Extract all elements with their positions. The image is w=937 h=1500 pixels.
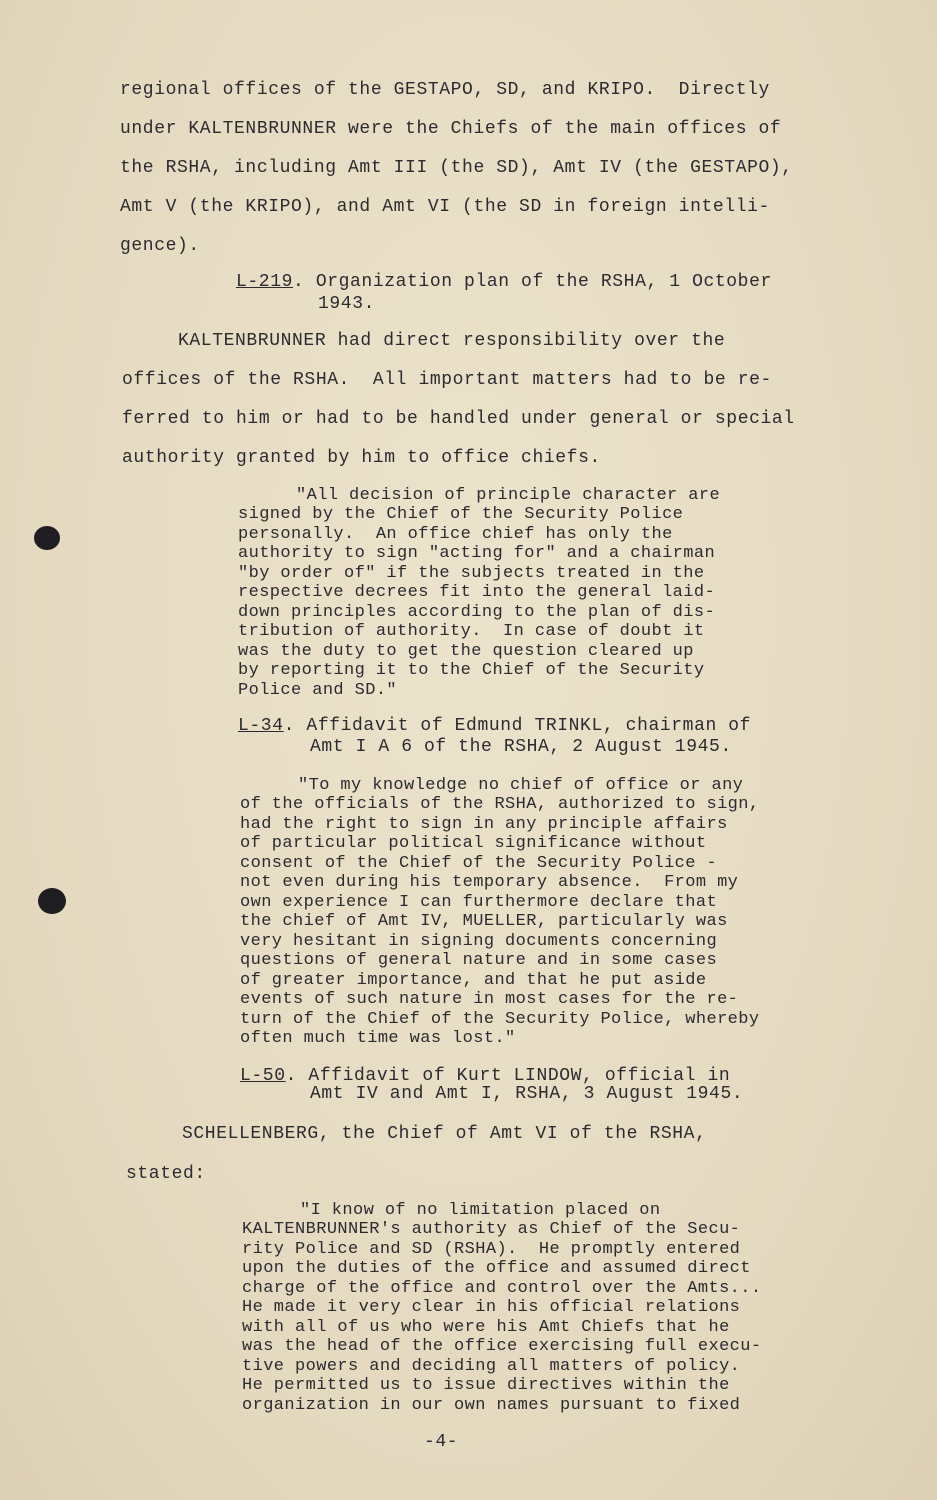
quote-line: very hesitant in signing documents concerning <box>240 932 718 951</box>
quote-line: He permitted us to issue directives within the <box>242 1376 730 1395</box>
quote-line: personally. An office chief has only the <box>238 525 673 544</box>
quote-line: with all of us who were his Amt Chiefs that he <box>242 1318 730 1337</box>
paragraph-line: gence). <box>120 236 200 256</box>
quote-line: was the head of the office exercising full execu- <box>242 1337 762 1356</box>
quote-line: "To my knowledge no chief of office or any <box>298 776 744 795</box>
paragraph-line: the RSHA, including Amt III (the SD), Amt IV (the GESTAPO), <box>120 158 793 178</box>
reference-text: . Affidavit of Edmund TRINKL, chairman of <box>283 716 752 736</box>
quote-line: charge of the office and control over the Amts... <box>242 1279 762 1298</box>
quote-line: own experience I can furthermore declare that <box>240 893 718 912</box>
paragraph-line: KALTENBRUNNER had direct responsibility over the <box>178 331 726 351</box>
reference-citation-continued: Amt IV and Amt I, RSHA, 3 August 1945. <box>310 1084 744 1104</box>
quote-line: KALTENBRUNNER's authority as Chief of the Secu- <box>242 1220 741 1239</box>
reference-citation-continued: Amt I A 6 of the RSHA, 2 August 1945. <box>310 737 732 757</box>
paragraph-line: Amt V (the KRIPO), and Amt VI (the SD in foreign intelli- <box>120 197 770 217</box>
quote-line: rity Police and SD (RSHA). He promptly entered <box>242 1240 741 1259</box>
reference-code: L-50 <box>240 1066 286 1086</box>
punch-hole-lower <box>38 888 66 914</box>
quote-line: of particular political significance without <box>240 834 707 853</box>
reference-text: . Affidavit of Kurt LINDOW, official in <box>285 1066 731 1086</box>
quote-line: consent of the Chief of the Security Police - <box>240 854 718 873</box>
quote-line: authority to sign "acting for" and a chairman <box>238 544 716 563</box>
page-number: -4- <box>424 1432 459 1452</box>
reference-code: L-34 <box>238 716 284 736</box>
quote-line: down principles according to the plan of dis- <box>238 603 716 622</box>
quote-line: He made it very clear in his official relations <box>242 1298 741 1317</box>
quote-line: tribution of authority. In case of doubt it <box>238 622 705 641</box>
reference-citation <box>238 716 751 736</box>
reference-citation-continued: 1943. <box>318 294 376 314</box>
quote-line: questions of general nature and in some cases <box>240 951 718 970</box>
paragraph-line: authority granted by him to office chiefs. <box>122 448 601 468</box>
reference-code: L-219 <box>236 272 294 292</box>
quote-line: turn of the Chief of the Security Police, whereby <box>240 1010 760 1029</box>
paragraph-line: under KALTENBRUNNER were the Chiefs of the main offices of <box>120 119 782 139</box>
paragraph-line: offices of the RSHA. All important matters had to be re- <box>122 370 772 390</box>
quote-line: Police and SD." <box>238 681 398 700</box>
quote-line: organization in our own names pursuant to fixed <box>242 1396 741 1415</box>
quote-line: events of such nature in most cases for the re- <box>240 990 739 1009</box>
quote-line: "All decision of principle character are <box>296 486 721 505</box>
reference-citation <box>240 1066 730 1086</box>
reference-text: . Organization plan of the RSHA, 1 October <box>293 272 772 292</box>
quote-line: by reporting it to the Chief of the Security <box>238 661 705 680</box>
quote-line: of the officials of the RSHA, authorized to sign, <box>240 795 760 814</box>
quote-line: of greater importance, and that he put aside <box>240 971 707 990</box>
quote-line: respective decrees fit into the general laid- <box>238 583 716 602</box>
quote-line: "I know of no limitation placed on <box>300 1201 661 1220</box>
paragraph-line: SCHELLENBERG, the Chief of Amt VI of the RSHA, <box>182 1124 707 1144</box>
quote-line: "by order of" if the subjects treated in the <box>238 564 705 583</box>
quote-line: had the right to sign in any principle affairs <box>240 815 728 834</box>
paragraph-line: ferred to him or had to be handled under general or special <box>122 409 795 429</box>
quote-line: upon the duties of the office and assumed direct <box>242 1259 751 1278</box>
quote-line: tive powers and deciding all matters of policy. <box>242 1357 741 1376</box>
reference-citation <box>236 272 772 292</box>
quote-line: was the duty to get the question cleared up <box>238 642 694 661</box>
quote-line: not even during his temporary absence. From my <box>240 873 739 892</box>
punch-hole-upper <box>34 526 60 550</box>
paragraph-line: stated: <box>126 1164 206 1184</box>
quote-line: signed by the Chief of the Security Police <box>238 505 684 524</box>
quote-line: the chief of Amt IV, MUELLER, particularly was <box>240 912 728 931</box>
paragraph-line: regional offices of the GESTAPO, SD, and KRIPO. Directly <box>120 80 770 100</box>
quote-line: often much time was lost." <box>240 1029 516 1048</box>
